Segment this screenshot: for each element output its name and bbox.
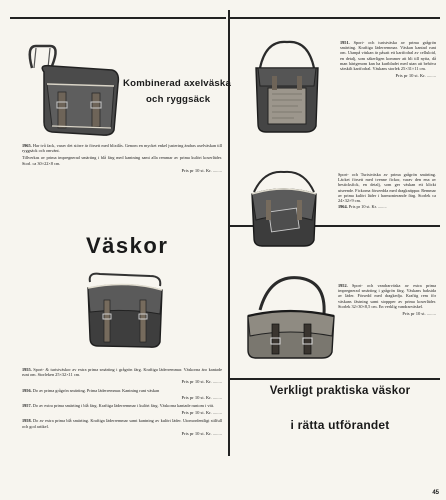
item-text: Sport- och Turistväska av prima grågrön smärting. Läcket försett med tvenne fickor, varav den ena av besticksfick, en detalj, som ger väskan ett klickt utseende. Fickorna förseedda med dragknäppar. Remmar av prima kulört läder i harmonierande färg. Storlek ca 24×32×9 cm. [338,172,436,204]
price-line: Pris pr 10 st. Kr. ........ [395,73,436,79]
item-text: Do av prima grågrön smärting. Prima läderremmar. Kantning runt väskan [32,387,160,393]
product-1965-description [22,143,222,173]
item-number: 1964. [338,204,348,210]
list-item-1955 [22,367,222,385]
product-1951-description [340,40,436,78]
product-heading-line1: Kombinerad axelväska [123,78,231,89]
price-line: Pris pr 10 st. Kr. ........ [181,430,222,436]
item-number: 1951. [340,40,350,45]
column-divider [228,10,230,456]
item-text-2: Tillverkas av prima impregnerad smärting i blå färg med kantning samt alla remmar av prima kulört koserläder. Storl. ca 30×22×8 cm. [22,155,222,166]
item-number: 1965. [22,143,32,148]
satchel-illustration [80,270,170,350]
slogan-line1: Verkligt praktiska väskor [269,385,411,397]
product-1964-description [338,172,436,211]
shoulder-bag-illustration [240,270,340,360]
item-number: 1956. [22,387,32,393]
top-rule-left [10,17,226,19]
item-number: 1955. [22,367,32,372]
list-item-1958 [22,418,222,436]
item-text: Sport- och vandrarväska av extra prima impregnerad smärting i grågrön färg. Väskans baksida av läder. Försedd med dragkedja. Kraftig rem för väskans fästning samt stoppper av prima koserläder. Storlek 32×30×8,5 cm. En verklig vandrarväskel. [338,283,437,309]
product-1952-description [338,283,436,316]
item-text: Har två fack, varav det större är försett med blixtlås. Genom en mycket enkel justering ändras axelväskan till ryggsäck och omvänt. [22,143,222,154]
map-case-bag-illustration [248,38,326,138]
price-line: Pris pr 10 st. Kr. ........ [181,379,222,385]
page-number: 45 [432,490,439,496]
price-line: Pris pr 10 st. Kr. ........ [181,410,222,416]
right-bottom-rule [228,378,440,380]
price-line: Pris pr 10 st. Kr. ........ [181,167,222,173]
price-line: Pris pr 10 st. ........ [402,311,436,317]
slogan-line2: i rätta utförandet [290,418,390,432]
product-list-bottom-left [22,367,222,436]
item-number: 1952. [338,283,348,288]
list-item-1957 [22,403,222,415]
item-text: Do av extra prima blå smärting. Kraftiga läderremmar samt kantning av kulört läder. Utomordentligt stilfull och god artikel. [22,418,223,429]
item-text: Do av extra prima smärting i blå färg. Kraftiga läderremmar i kulört färg. Väskorna kantade runtom i vitt. [32,403,215,409]
section-title: Väskor [86,233,169,258]
list-item-1956 [22,388,222,400]
top-rule-right [228,17,440,19]
product-heading-line2: och ryggsäck [146,94,211,105]
price-line: Pris pr 10 st. Kr. ........ [348,204,387,210]
backpack-illustration [22,38,122,138]
item-number: 1957. [22,403,32,409]
pocket-bag-illustration [244,170,324,250]
item-number: 1958. [22,418,32,424]
item-text: Sport- och turistväska av prima grågrön smärting. Kraftiga läderremmar. Väskan kantad runt om. Utanpå väskan är påsatt ett kartfodral av celluloid, en detalj, som säkerligen kommer att bli till nytta, då man härigenom kan ha kartbladet med utan att behöva särskilt kartfodral. Väskans storlek 25×31×11 cm. [340,40,436,72]
price-line: Pris pr 10 st. Kr. ........ [181,394,222,400]
item-text: Sport- & turistväskor av extra prima smärting i grågrön färg. Kraftiga läderremmar. Väskorna äro kantade runt om. Storleken 25×32×11 cm. [22,367,223,378]
